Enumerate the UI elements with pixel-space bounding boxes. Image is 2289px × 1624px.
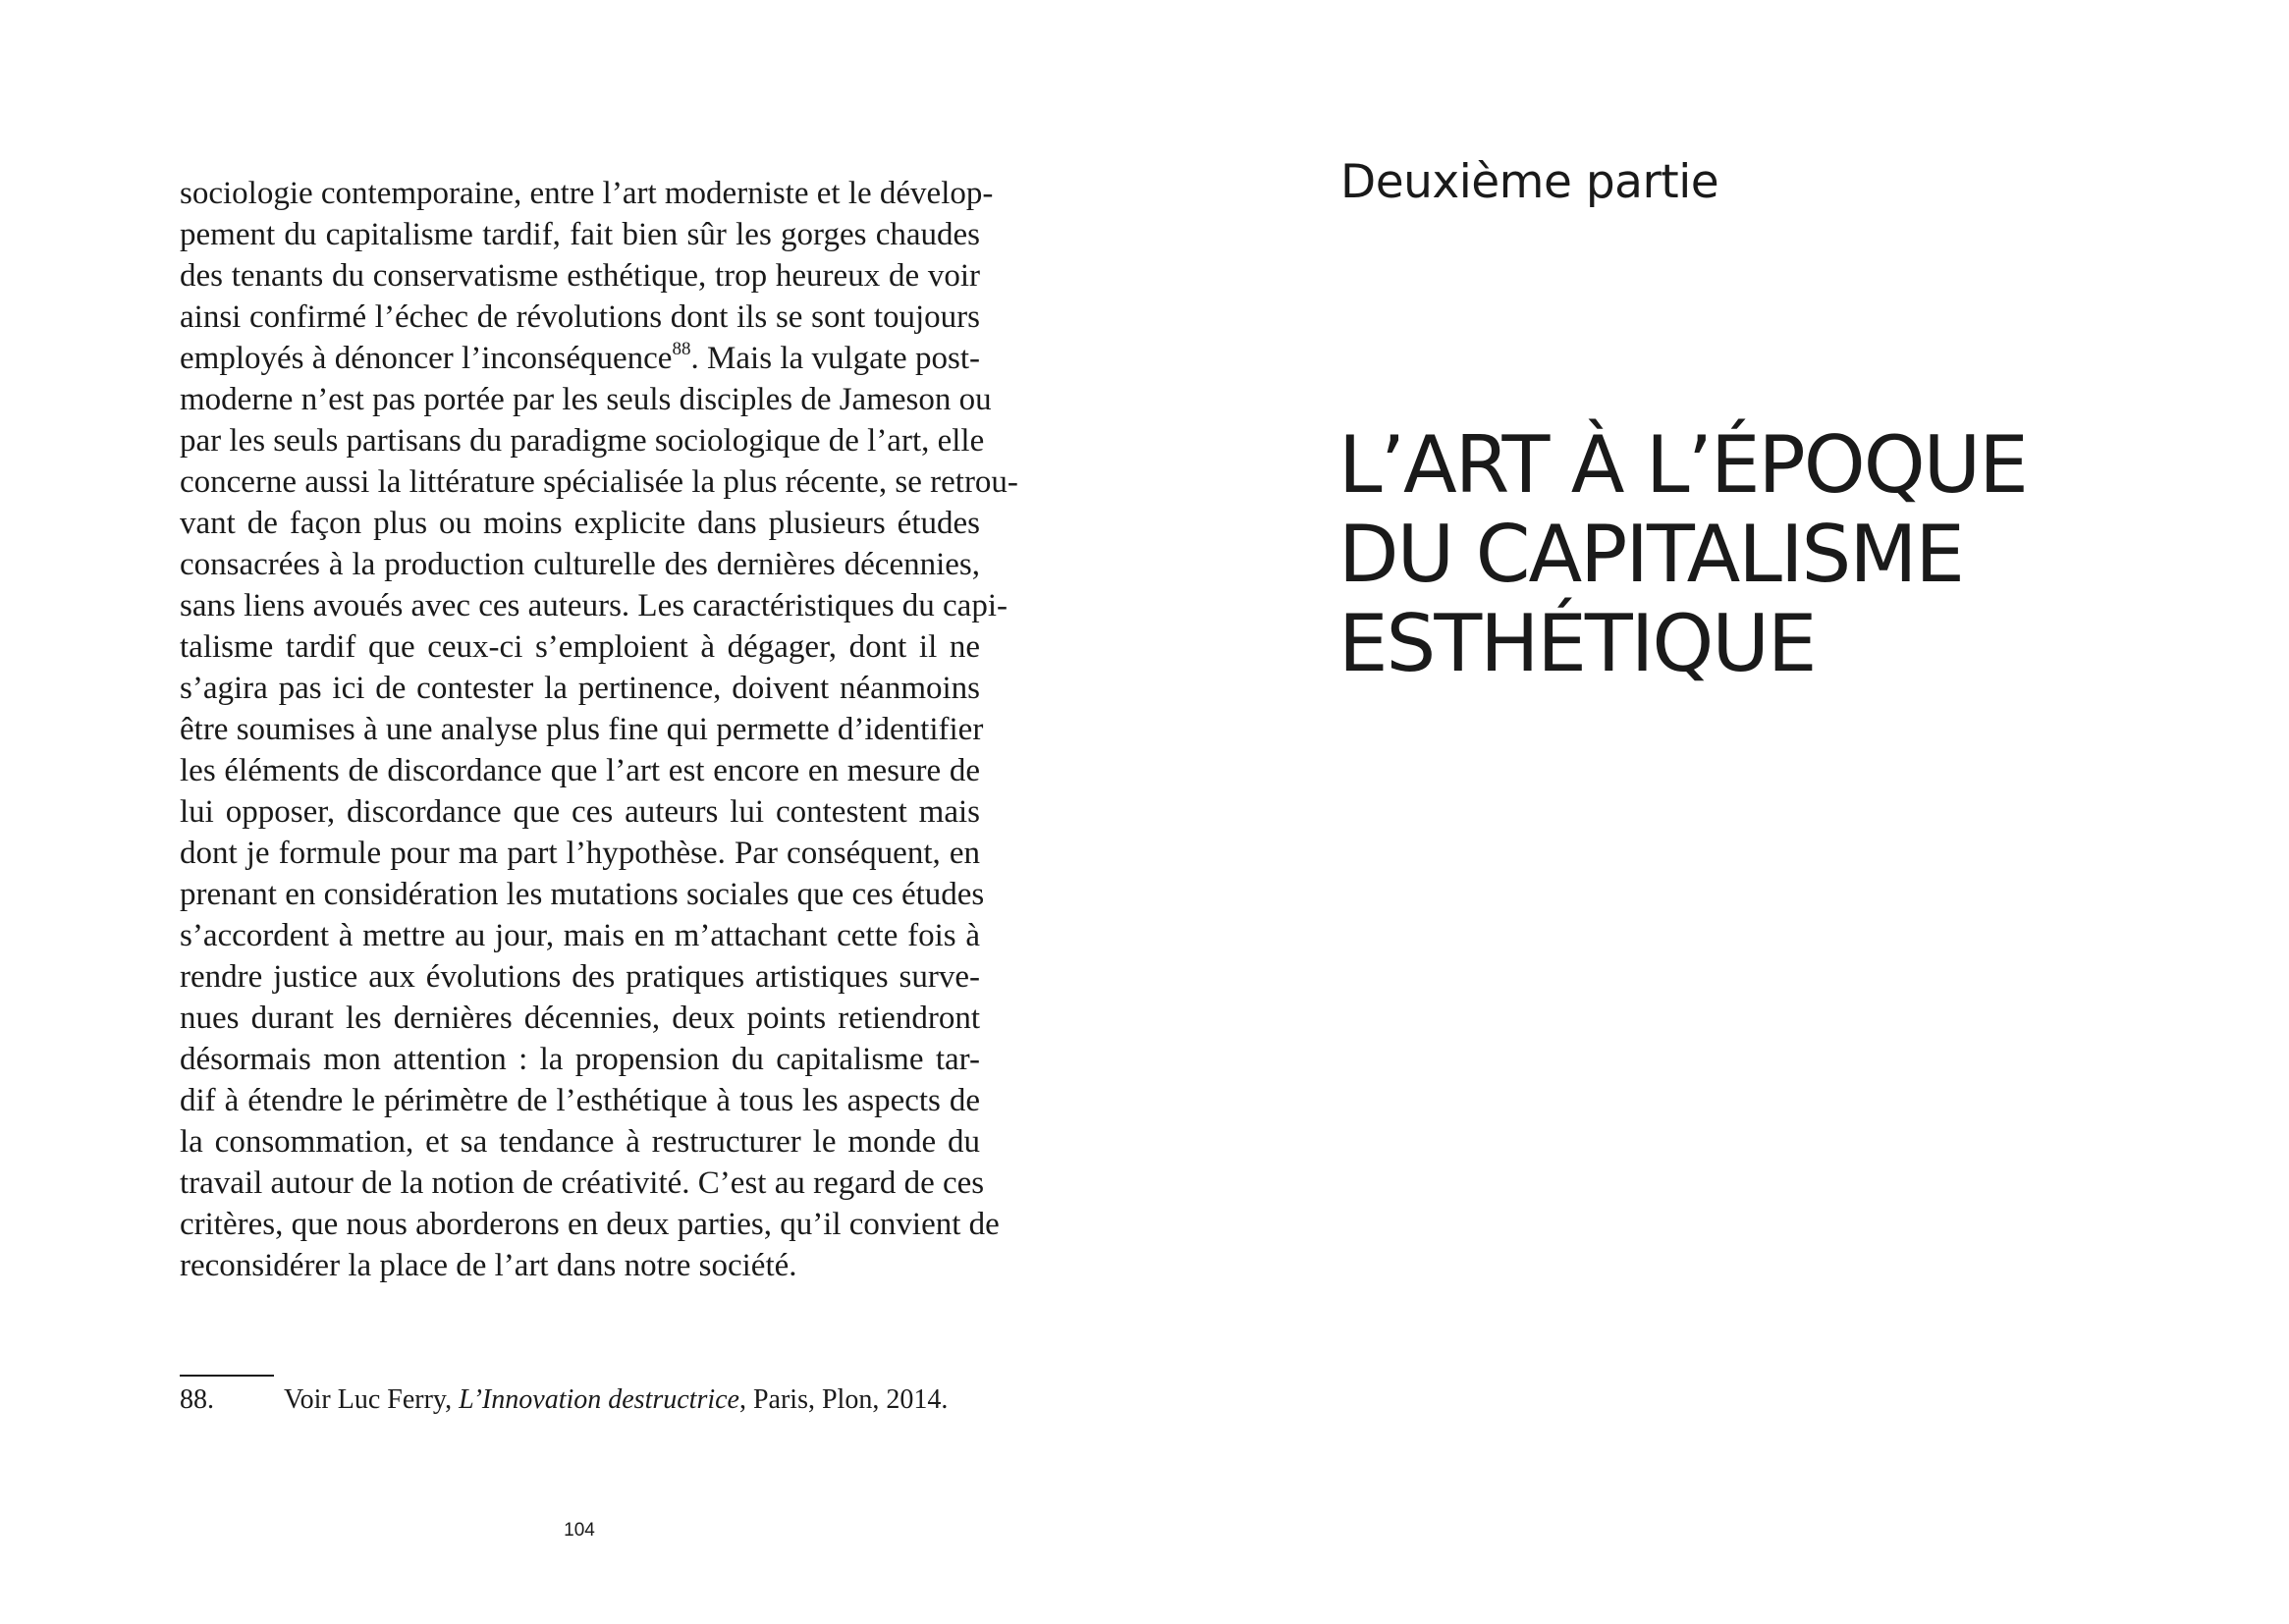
text-line: ainsi confirmé l’échec de révolutions dont ils se sont toujours — [180, 299, 980, 335]
text-line: les éléments de discordance que l’art est encore en mesure de — [180, 753, 980, 788]
part-title — [1338, 420, 2027, 688]
text-line: sans liens avoués avec ces auteurs. Les caractéristiques du capi- — [180, 588, 1008, 623]
text-line: prenant en considération les mutations sociales que ces études — [180, 877, 985, 912]
footnote-number: 88. — [180, 1384, 214, 1415]
footnote-divider — [180, 1375, 274, 1377]
text-line: rendre justice aux évolutions des pratiques artistiques surve- — [180, 959, 980, 995]
text-line: pement du capitalisme tardif, fait bien sûr les gorges chaudes — [180, 217, 980, 252]
text-line: sociologie contemporaine, entre l’art moderniste et le dévelop- — [180, 176, 994, 211]
text-segment: . Mais la vulgate post- — [690, 341, 980, 376]
text-line-with-footnote-ref — [180, 338, 980, 379]
part-label: Deuxième partie — [1340, 155, 1719, 209]
text-line: la consommation, et sa tendance à restructurer le monde du — [180, 1124, 980, 1160]
text-line: moderne n’est pas portée par les seuls disciples de Jameson ou — [180, 382, 992, 417]
text-line: par les seuls partisans du paradigme sociologique de l’art, elle — [180, 423, 985, 459]
text-line: s’accordent à mettre au jour, mais en m’attachant cette fois à — [180, 918, 980, 953]
title-line: ESTHÉTIQUE — [1338, 598, 1816, 689]
text-line: désormais mon attention : la propension du capitalisme tar- — [180, 1042, 980, 1077]
text-line: dif à étendre le périmètre de l’esthétique à tous les aspects de — [180, 1083, 980, 1118]
text-line-last: reconsidérer la place de l’art dans notre société. — [180, 1248, 797, 1283]
body-paragraph — [180, 173, 1018, 1286]
title-line: DU CAPITALISME — [1338, 509, 1963, 600]
text-line: concerne aussi la littérature spécialisée la plus récente, se retrou- — [180, 464, 1018, 500]
text-line: lui opposer, discordance que ces auteurs lui contestent mais — [180, 794, 980, 830]
text-line: critères, que nous aborderons en deux parties, qu’il convient de — [180, 1207, 1000, 1242]
footnote-book-title: L’Innovation destructrice — [459, 1384, 739, 1415]
text-line: consacrées à la production culturelle des dernières décennies, — [180, 547, 980, 582]
text-line: dont je formule pour ma part l’hypothèse. Par conséquent, en — [180, 836, 980, 871]
title-line: L’ART À L’ÉPOQUE — [1338, 419, 2027, 511]
footnote-text-after: , Paris, Plon, 2014. — [738, 1384, 949, 1415]
footnote-reference[interactable]: 88 — [672, 339, 691, 359]
page-number: 104 — [564, 1520, 595, 1541]
footnote — [180, 1382, 980, 1418]
text-line: travail autour de la notion de créativité. C’est au regard de ces — [180, 1165, 985, 1201]
text-line: être soumises à une analyse plus fine qui permette d’identifier — [180, 712, 984, 747]
right-page — [1144, 0, 2289, 1624]
text-line: nues durant les dernières décennies, deux points retiendront — [180, 1001, 980, 1036]
text-segment: employés à dénoncer l’inconséquence — [180, 341, 673, 376]
left-page — [0, 0, 1144, 1624]
text-line: des tenants du conservatisme esthétique, trop heureux de voir — [180, 258, 980, 294]
text-line: vant de façon plus ou moins explicite dans plusieurs études — [180, 506, 980, 541]
text-line: talisme tardif que ceux-ci s’emploient à dégager, dont il ne — [180, 629, 980, 665]
footnote-text-before: Voir Luc Ferry, — [284, 1384, 460, 1415]
text-line: s’agira pas ici de contester la pertinence, doivent néanmoins — [180, 671, 980, 706]
